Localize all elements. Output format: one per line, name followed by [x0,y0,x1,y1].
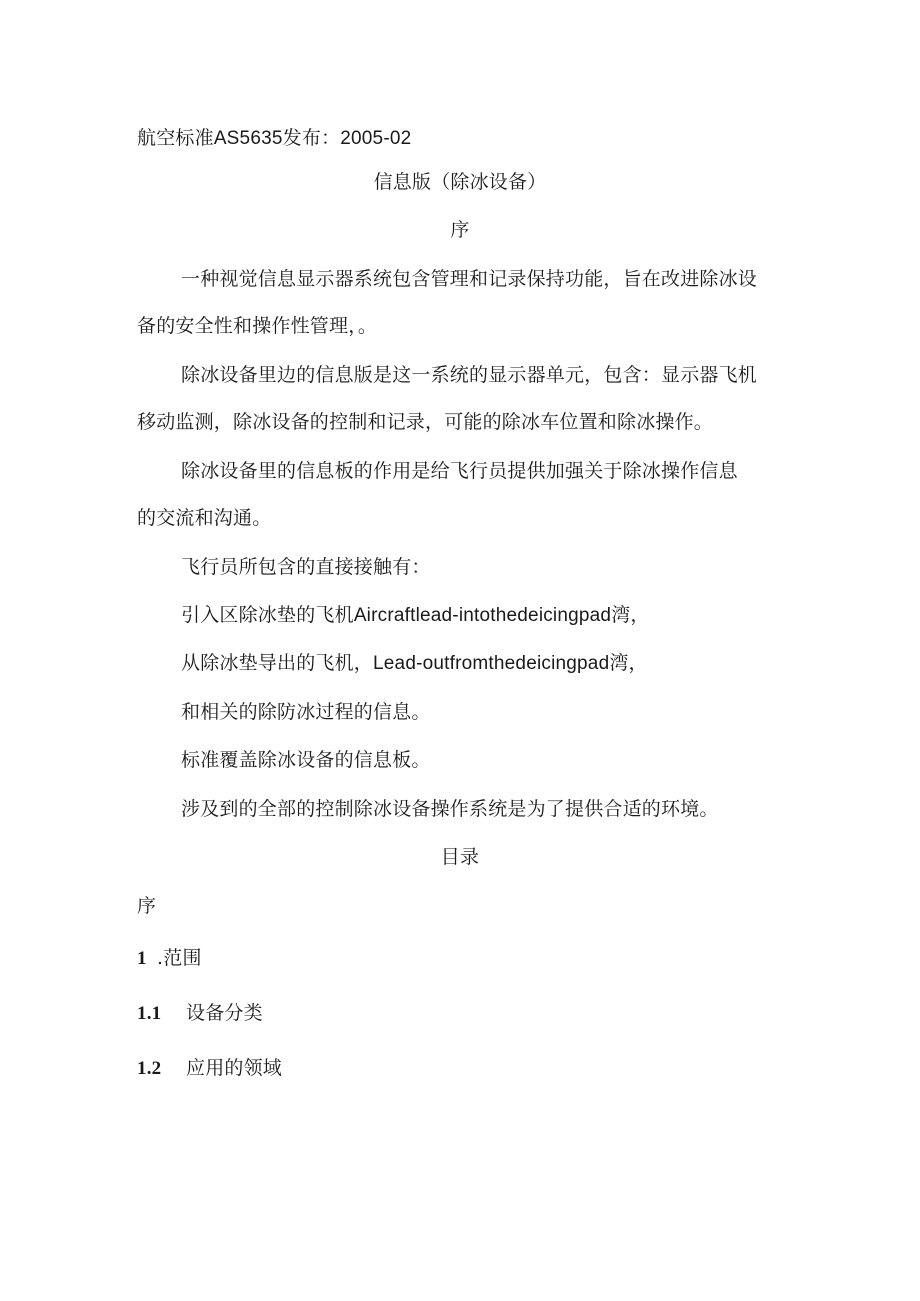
issued-date: 2005-02 [340,128,412,149]
paragraph-4: 飞行员所包含的直接接触有： [181,556,431,578]
toc-entry-label: 应用的领域 [186,1057,283,1079]
list-item-3: 和相关的除防冰过程的信息。 [181,701,431,723]
list-item-2-text-b: 湾， [609,652,648,674]
toc-entry-number: 1.1 [137,1003,162,1024]
toc-entry-label: 序 [137,895,157,917]
preface-heading: 序 [450,219,470,241]
toc-heading: 目录 [440,846,480,868]
toc-entry-1-2[interactable] [137,1056,282,1081]
list-item-1-text-a: 引入区除冰垫的飞机 [181,604,354,626]
paragraph-2-line-1: 除冰设备里边的信息版是这一系统的显示器单元，包含：显示器飞机 [181,364,758,386]
toc-entry-number: 1.2 [137,1058,162,1079]
list-item-1 [181,603,650,628]
list-item-2-english: Lead-outfromthedeicingpad [373,653,610,674]
list-item-2-text-a: 从除冰垫导出的飞机， [181,652,374,674]
list-item-4: 标准覆盖除冰设备的信息板。 [181,749,431,771]
standard-code: AS5635 [213,128,283,149]
issued-label: 发布： [282,127,341,149]
document-title: 信息版（除冰设备） [373,171,547,193]
paragraph-1-line-1: 一种视觉信息显示器系统包含管理和记录保持功能，旨在改进除冰设 [181,268,758,290]
list-item-1-text-b: 湾， [611,604,650,626]
paragraph-3-line-1: 除冰设备里的信息板的作用是给飞行员提供加强关于除冰操作信息 [181,460,738,482]
standard-label: 航空标准 [137,127,214,149]
list-item-2 [181,651,648,676]
toc-entry-number: 1 [137,948,147,969]
toc-entry-label: 设备分类 [186,1002,263,1024]
paragraph-3-line-2: 的交流和沟通。 [137,507,272,529]
paragraph-2-line-2: 移动监测，除冰设备的控制和记录，可能的除冰车位置和除冰操作。 [137,411,714,433]
toc-entry-1-1[interactable] [137,1001,263,1026]
paragraph-5: 涉及到的全部的控制除冰设备操作系统是为了提供合适的环境。 [181,798,719,820]
toc-entry-preface[interactable] [137,894,156,918]
toc-entry-label: .范围 [157,947,202,969]
toc-entry-1[interactable] [137,946,202,971]
list-item-1-english: Aircraftlead-intothedeicingpad [353,605,612,626]
paragraph-1-line-2: 备的安全性和操作性管理，。 [137,315,378,337]
standard-header [137,126,411,151]
